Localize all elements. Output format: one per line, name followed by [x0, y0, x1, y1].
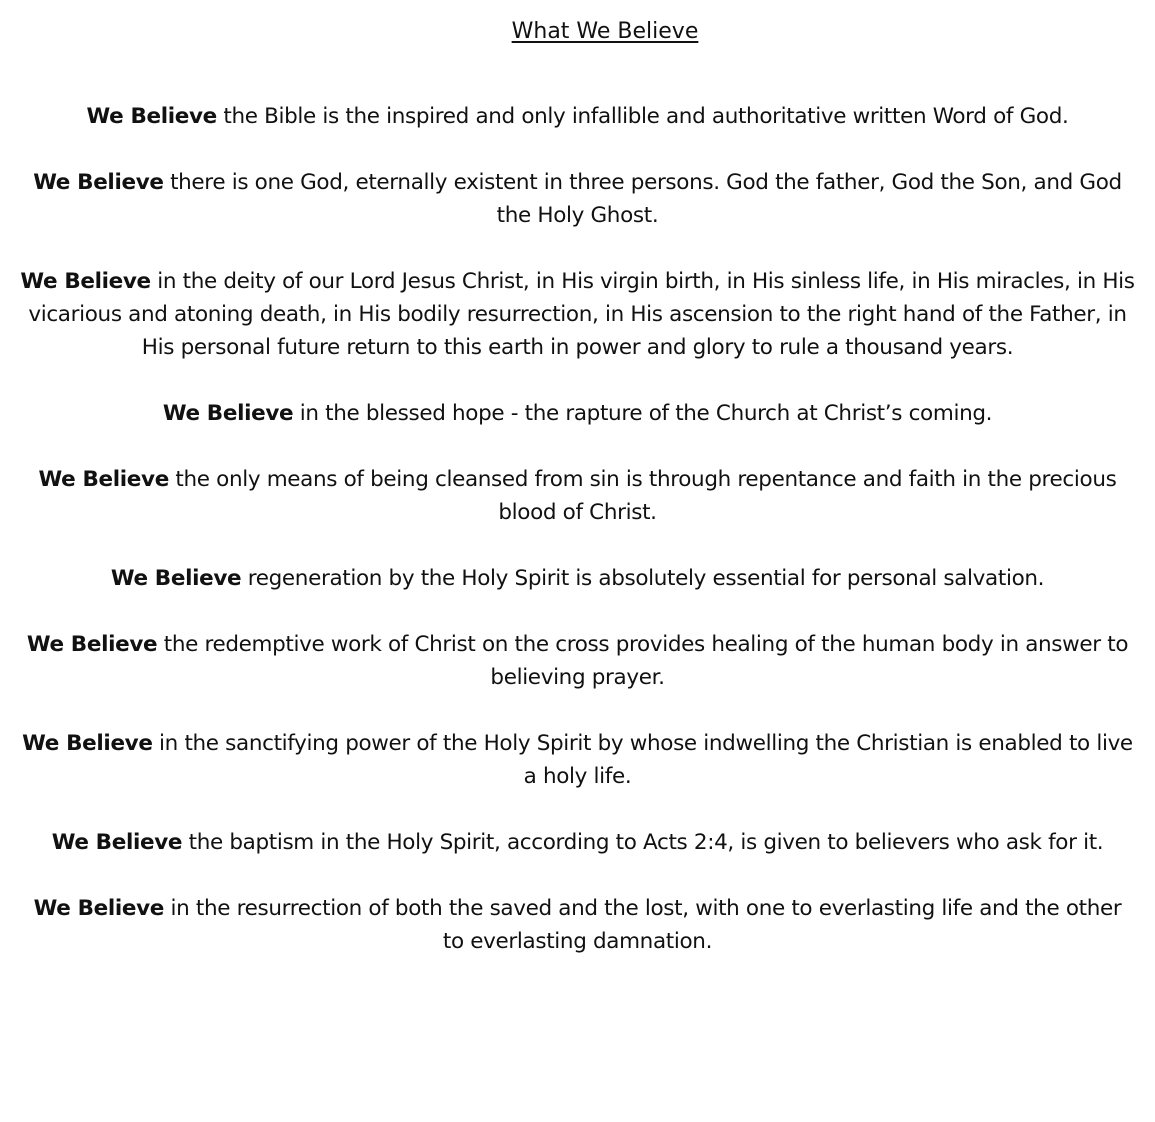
page-title: What We Believe	[511, 19, 699, 44]
statement-text: in the sanctifying power of the Holy Spirit by whose indwelling the Christian is enabled to live a holy life.	[152, 731, 1133, 789]
belief-statement	[20, 826, 1135, 859]
belief-statements	[20, 100, 1135, 991]
statement-text: regeneration by the Holy Spirit is absolutely essential for personal salvation.	[241, 566, 1045, 591]
belief-statement	[20, 397, 1135, 430]
belief-statement	[20, 166, 1135, 232]
statement-text: in the resurrection of both the saved and the lost, with one to everlasting life and the other to everlasting damnation.	[164, 896, 1122, 954]
belief-statement	[20, 463, 1135, 529]
statement-text: the Bible is the inspired and only infallible and authoritative written Word of God.	[216, 104, 1069, 129]
statement-text: the baptism in the Holy Spirit, according to Acts 2:4, is given to believers who ask for it.	[182, 830, 1104, 855]
belief-statement	[20, 628, 1135, 694]
belief-statement	[20, 100, 1135, 133]
statement-lead: We Believe	[22, 731, 153, 756]
statement-lead: We Believe	[38, 467, 169, 492]
belief-statement	[20, 562, 1135, 595]
belief-statement	[20, 727, 1135, 793]
statement-text: the only means of being cleansed from sin is through repentance and faith in the precious blood of Christ.	[168, 467, 1117, 525]
statement-lead: We Believe	[86, 104, 217, 129]
statement-lead: We Believe	[26, 632, 158, 657]
statement-lead: We Believe	[162, 401, 294, 426]
statement-lead: We Believe	[33, 170, 164, 195]
belief-statement	[20, 265, 1135, 364]
statement-lead: We Believe	[51, 830, 183, 855]
statement-text: there is one God, eternally existent in three persons. God the father, God the Son, and God the Holy Ghost.	[163, 170, 1122, 228]
statement-lead: We Believe	[110, 566, 242, 591]
statement-lead: We Believe	[33, 896, 165, 921]
statement-lead: We Believe	[20, 269, 151, 294]
statement-text: in the deity of our Lord Jesus Christ, in His virgin birth, in His sinless life, in His miracles, in His vicarious and atoning death, in His bodily resurrection, in His ascension to the right hand of the Father, in His personal future return to this earth in power and glory to rule a thousand years.	[28, 269, 1135, 360]
statement-text: the redemptive work of Christ on the cross provides healing of the human body in answer to believing prayer.	[157, 632, 1129, 690]
statement-text: in the blessed hope - the rapture of the Church at Christ’s coming.	[293, 401, 993, 426]
belief-statement	[20, 892, 1135, 958]
